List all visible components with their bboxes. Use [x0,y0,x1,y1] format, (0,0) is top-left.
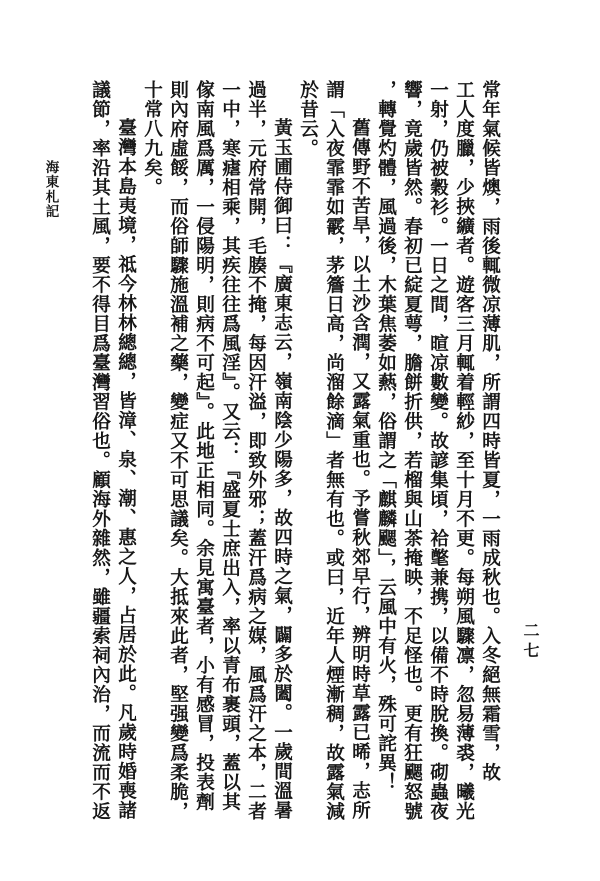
text-column-4: 響，竟歲皆然。春初已綻夏萼，膽餅折供，若榴與山茶掩映，不足怪也。更有狂颸怒號 [401,80,423,821]
text-column-8: 於昔云。 [297,80,319,158]
running-head: 海東札記 [42,160,59,219]
text-column-3: 一射，仍被穀衫。一日之間，暄凉數變。故諺集頃，袷氅兼携，以備不時脫換。砌蟲夜 [427,80,449,821]
text-column-7: 謂「入夜霏霏如霰，茅簷日高，尚溜餘滴」者無有也。或曰，近年人煙漸稠，故露氣減 [323,80,345,821]
text-column-2: 工人度臘，少挾纊者。遊客三月輒着輕紗，至十月不更。每朔風驟凛，忽易薄裘，曦光 [453,80,475,821]
text-column-13: 則內府虛餒，而俗師驟施溫補之藥，變症又不可思議矣。大抵來此者，堅强變爲柔脆， [167,80,189,821]
page-number: 二七 [521,622,540,662]
text-column-10: 過半，元府常開，毛腠不掩，每因汗溢，即致外邪；蓋汗爲病之媒，風爲汗之本，二者 [245,80,267,821]
text-column-6: 舊傳野不苦旱，以土沙含潤，又露氣重也。予嘗秋郊早行，辨明時草露已晞，志所 [349,118,371,820]
text-column-9: 黃玉圃侍御曰：『廣東志云，嶺南陰少陽多，故四時之氣，闢多於闔。一歲間溫暑 [271,118,293,820]
text-column-1: 常年氣候皆燠，雨後輒微凉薄肌，所謂四時皆夏，一雨成秋也。入冬絕無霜雪，故 [479,80,501,782]
text-column-14: 十常八九矣。 [141,80,163,197]
text-column-15: 臺灣本島夷境，祗今林林總總，皆漳、泉、潮、惠之人，占居於此。凡歲時婚喪諸 [115,118,137,820]
text-column-16: 議節，率沿其土風，要不得目爲臺灣習俗也。顧海外雜然，雖疆索祠內治，而流而不返 [89,80,111,821]
text-column-11: 一中，寒瘧相乘，其疾往往爲風淫』。又云：『盛夏士庶出入，率以青布裹頭，蓋以其 [219,80,241,812]
text-column-5: ，轉覺灼體，風過後，木葉焦萎如爇，俗謂之「麒麟颸」，云風中有火，殊可詫異！ [375,80,397,793]
text-column-12: 傢南風爲厲，一侵陽明，則病不可起』。此地正相同。余見寓臺者，小有感冒，投表劑 [193,80,215,812]
